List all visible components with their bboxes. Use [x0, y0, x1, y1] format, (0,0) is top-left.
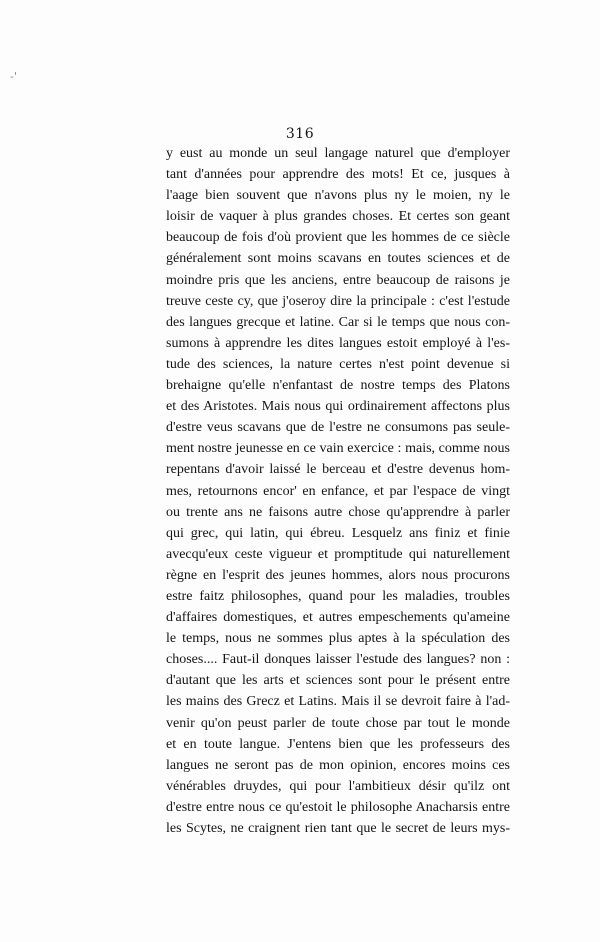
- text-line: ment nostre jeunesse en ce vain exercice : mais, comme nous: [166, 441, 510, 457]
- text-line: généralement sont moins scavans en toutes sciences et de: [166, 251, 510, 267]
- text-line: moindre pris que les anciens, entre beaucoup de raisons je: [166, 272, 510, 288]
- text-line: loisir de vaquer à plus grandes choses. Et certes son geant: [166, 209, 510, 225]
- text-line: les mains des Grecz et Latins. Mais il se devroit faire à l'ad-: [166, 694, 510, 710]
- text-line: d'autant que les arts et sciences sont pour le présent entre: [166, 673, 510, 689]
- text-line: d'estre entre nous ce qu'estoit le philosophe Anacharsis entre: [166, 799, 510, 815]
- corner-mark: -': [10, 70, 17, 83]
- text-line: avecqu'eux ceste vigueur et promptitude qui naturellement: [166, 546, 510, 562]
- text-line: langues ne seront pas de mon opinion, encores moins ces: [166, 757, 510, 773]
- text-line: y eust au monde un seul langage naturel que d'employer: [166, 146, 510, 161]
- text-line: tude des sciences, la nature certes n'est point devenue si: [166, 356, 510, 372]
- text-line: vénérables druydes, qui pour l'ambitieux désir qu'ilz ont: [166, 778, 510, 794]
- text-line: brehaigne qu'elle n'enfantast de nostre temps des Platons: [166, 378, 510, 394]
- text-line: d'estre veus scavans que de l'estre ne consumons pas seule-: [166, 420, 510, 436]
- text-line: l'aage bien souvent que n'avons plus ny le moien, ny le: [166, 188, 510, 204]
- body-text: [166, 143, 510, 839]
- text-line: estre faitz philosophes, quand pour les maladies, troubles: [166, 588, 510, 604]
- text-line: beaucoup de fois d'où provient que les hommes de ce siècle: [166, 230, 510, 246]
- text-line: règne en l'esprit des jeunes hommes, alors nous procurons: [166, 567, 510, 583]
- text-line: tant d'années pour apprendre des mots! Et ce, jusques à: [166, 167, 510, 183]
- text-line: venir qu'on peust parler de toute chose par tout le monde: [166, 715, 510, 731]
- text-line: mes, retournons encor' en enfance, et par l'espace de vingt: [166, 483, 510, 499]
- text-line: d'affaires domestiques, et autres empeschements qu'ameine: [166, 610, 510, 626]
- text-line: et des Aristotes. Mais nous qui ordinairement affectons plus: [166, 399, 510, 415]
- text-line: et en toute langue. J'entens bien que les professeurs des: [166, 736, 510, 752]
- text-line: le temps, nous ne sommes plus aptes à la spéculation des: [166, 631, 510, 647]
- text-line: qui grec, qui latin, qui ébreu. Lesquelz ans finiz et finie: [166, 525, 510, 541]
- page-number: 316: [285, 126, 315, 142]
- text-line: treuve ceste cy, que j'oseroy dire la principale : c'est l'estude: [166, 293, 510, 309]
- text-line: les Scytes, ne craignent rien tant que le secret de leurs mys-: [166, 821, 510, 836]
- text-line: des langues grecque et latine. Car si le temps que nous con-: [166, 314, 510, 330]
- text-line: ou trente ans ne faisons autre chose qu'apprendre à parler: [166, 504, 510, 520]
- text-line: sumons à apprendre les dites langues estoit employé à l'es-: [166, 335, 510, 351]
- text-line: choses.... Faut-il donques laisser l'estude des langues? non :: [166, 652, 510, 668]
- text-line: repentans d'avoir laissé le berceau et d'estre devenus hom-: [166, 462, 510, 478]
